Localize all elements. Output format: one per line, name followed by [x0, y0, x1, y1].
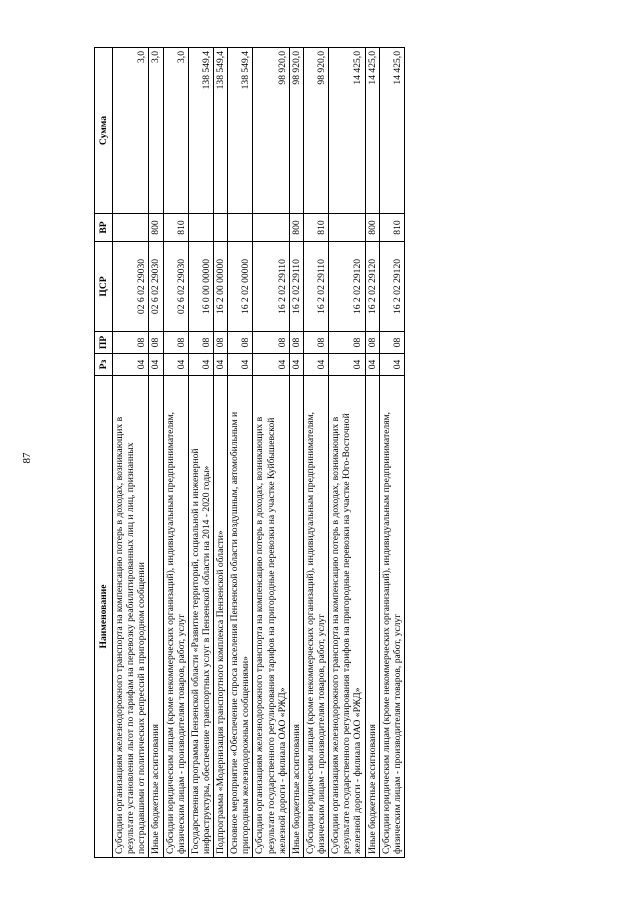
cell-vr: 800: [289, 213, 303, 241]
cell-rz: 04: [113, 353, 149, 375]
cell-name: Иные бюджетные ассигнования: [149, 375, 163, 857]
cell-rz: 04: [379, 353, 404, 375]
cell-vr: 810: [379, 213, 404, 241]
cell-sum: 98 920,0: [253, 47, 289, 213]
cell-name: Подпрограмма «Модернизация транспортного комплекса Пензенской области»: [214, 375, 228, 857]
cell-sum: 14 425,0: [329, 47, 365, 213]
cell-sum: 14 425,0: [379, 47, 404, 213]
cell-vr: [214, 213, 228, 241]
cell-pr: 08: [188, 331, 213, 353]
cell-csr: 02 6 02 29030: [163, 241, 188, 331]
table-row: [303, 47, 328, 857]
table-row: [329, 47, 365, 857]
cell-rz: 04: [289, 353, 303, 375]
table-row: [365, 47, 379, 857]
cell-vr: [253, 213, 289, 241]
cell-rz: 04: [365, 353, 379, 375]
cell-vr: [228, 213, 253, 241]
cell-sum: 138 549,4: [228, 47, 253, 213]
budget-table: [94, 47, 405, 858]
cell-pr: 08: [149, 331, 163, 353]
cell-pr: 08: [214, 331, 228, 353]
cell-rz: 04: [253, 353, 289, 375]
cell-name: Государственная программа Пензенской области «Развитие территорий, социальной и инженерной инфраструктуры, обеспечение транспортных услуг в Пензенской области на 2014 - 2020 годы»: [188, 375, 213, 857]
cell-rz: 04: [149, 353, 163, 375]
cell-rz: 04: [228, 353, 253, 375]
cell-pr: 08: [303, 331, 328, 353]
cell-pr: 08: [365, 331, 379, 353]
cell-pr: 08: [329, 331, 365, 353]
cell-vr: [113, 213, 149, 241]
cell-pr: 08: [163, 331, 188, 353]
cell-sum: 98 920,0: [289, 47, 303, 213]
cell-rz: 04: [214, 353, 228, 375]
cell-rz: 04: [188, 353, 213, 375]
cell-vr: 800: [149, 213, 163, 241]
cell-vr: [188, 213, 213, 241]
cell-vr: 810: [163, 213, 188, 241]
cell-name: Субсидии организациям железнодорожного транспорта на компенсацию потерь в доходах, возникающих в результате государственного регулирования тарифов на пригородные перевозки на участке Куйбышевской железной дороги - филиала ОАО «РЖД»: [253, 375, 289, 857]
cell-csr: 16 2 02 29120: [329, 241, 365, 331]
table-row: [113, 47, 149, 857]
cell-sum: 98 920,0: [303, 47, 328, 213]
table-row: [379, 47, 404, 857]
cell-csr: 16 2 02 29120: [365, 241, 379, 331]
cell-name: Субсидии организациям железнодорожного транспорта на компенсацию потерь в доходах, возникающих в результате установления льгот по тарифам на перевозку реабилитированных лиц и лиц, признанных пострадавшими от политических репрессий в пригородном сообщении: [113, 375, 149, 857]
cell-pr: 08: [253, 331, 289, 353]
cell-csr: 16 2 02 29110: [303, 241, 328, 331]
cell-rz: 04: [329, 353, 365, 375]
cell-csr: 16 0 00 00000: [188, 241, 213, 331]
cell-csr: 02 6 02 29030: [113, 241, 149, 331]
cell-rz: 04: [303, 353, 328, 375]
table-row: [253, 47, 289, 857]
cell-vr: 800: [365, 213, 379, 241]
cell-sum: 3,0: [149, 47, 163, 213]
cell-pr: 08: [228, 331, 253, 353]
cell-name: Субсидии организациям железнодорожного транспорта на компенсацию потерь в доходах, возникающих в результате государственного регулирования тарифов на пригородные перевозки на участке Юго-Восточной железной дороги - филиала ОАО «РЖД»: [329, 375, 365, 857]
cell-vr: 810: [303, 213, 328, 241]
cell-name: Иные бюджетные ассигнования: [289, 375, 303, 857]
cell-rz: 04: [163, 353, 188, 375]
header-sum: Сумма: [95, 47, 113, 213]
table-row: [149, 47, 163, 857]
table-row: [228, 47, 253, 857]
header-csr: ЦСР: [95, 241, 113, 331]
cell-csr: 16 2 00 00000: [214, 241, 228, 331]
cell-csr: 02 6 02 29030: [149, 241, 163, 331]
page-number: 87: [21, 452, 33, 464]
cell-name: Основное мероприятие «Обеспечение спроса населения Пензенской области воздушным, автомобильным и пригородным железнодорожным сообщениями»: [228, 375, 253, 857]
cell-csr: 16 2 02 00000: [228, 241, 253, 331]
table-header-row: [95, 47, 113, 857]
cell-sum: 3,0: [113, 47, 149, 213]
cell-name: Субсидии юридическим лицам (кроме некоммерческих организаций), индивидуальным предпринимателям, физическим лицам - производителям товаров, работ, услуг: [163, 375, 188, 857]
cell-name: Иные бюджетные ассигнования: [365, 375, 379, 857]
table-row: [289, 47, 303, 857]
cell-name: Субсидии юридическим лицам (кроме некоммерческих организаций), индивидуальным предпринимателям, физическим лицам - производителям товаров, работ, услуг: [303, 375, 328, 857]
cell-csr: 16 2 02 29120: [379, 241, 404, 331]
header-name: Наименование: [95, 375, 113, 857]
cell-csr: 16 2 02 29110: [253, 241, 289, 331]
cell-pr: 08: [289, 331, 303, 353]
cell-pr: 08: [379, 331, 404, 353]
cell-name: Субсидии юридическим лицам (кроме некоммерческих организаций), индивидуальным предпринимателям, физическим лицам - производителям товаров, работ, услуг: [379, 375, 404, 857]
rotated-page-content: [94, 48, 546, 858]
cell-csr: 16 2 02 29110: [289, 241, 303, 331]
cell-pr: 08: [113, 331, 149, 353]
cell-vr: [329, 213, 365, 241]
cell-sum: 14 425,0: [365, 47, 379, 213]
cell-sum: 3,0: [163, 47, 188, 213]
table-row: [163, 47, 188, 857]
table-row: [188, 47, 213, 857]
table-row: [214, 47, 228, 857]
cell-sum: 138 549,4: [188, 47, 213, 213]
header-vr: ВР: [95, 213, 113, 241]
cell-sum: 138 549,4: [214, 47, 228, 213]
table-body: [113, 47, 405, 857]
header-pr: ПР: [95, 331, 113, 353]
header-rz: Рз: [95, 353, 113, 375]
